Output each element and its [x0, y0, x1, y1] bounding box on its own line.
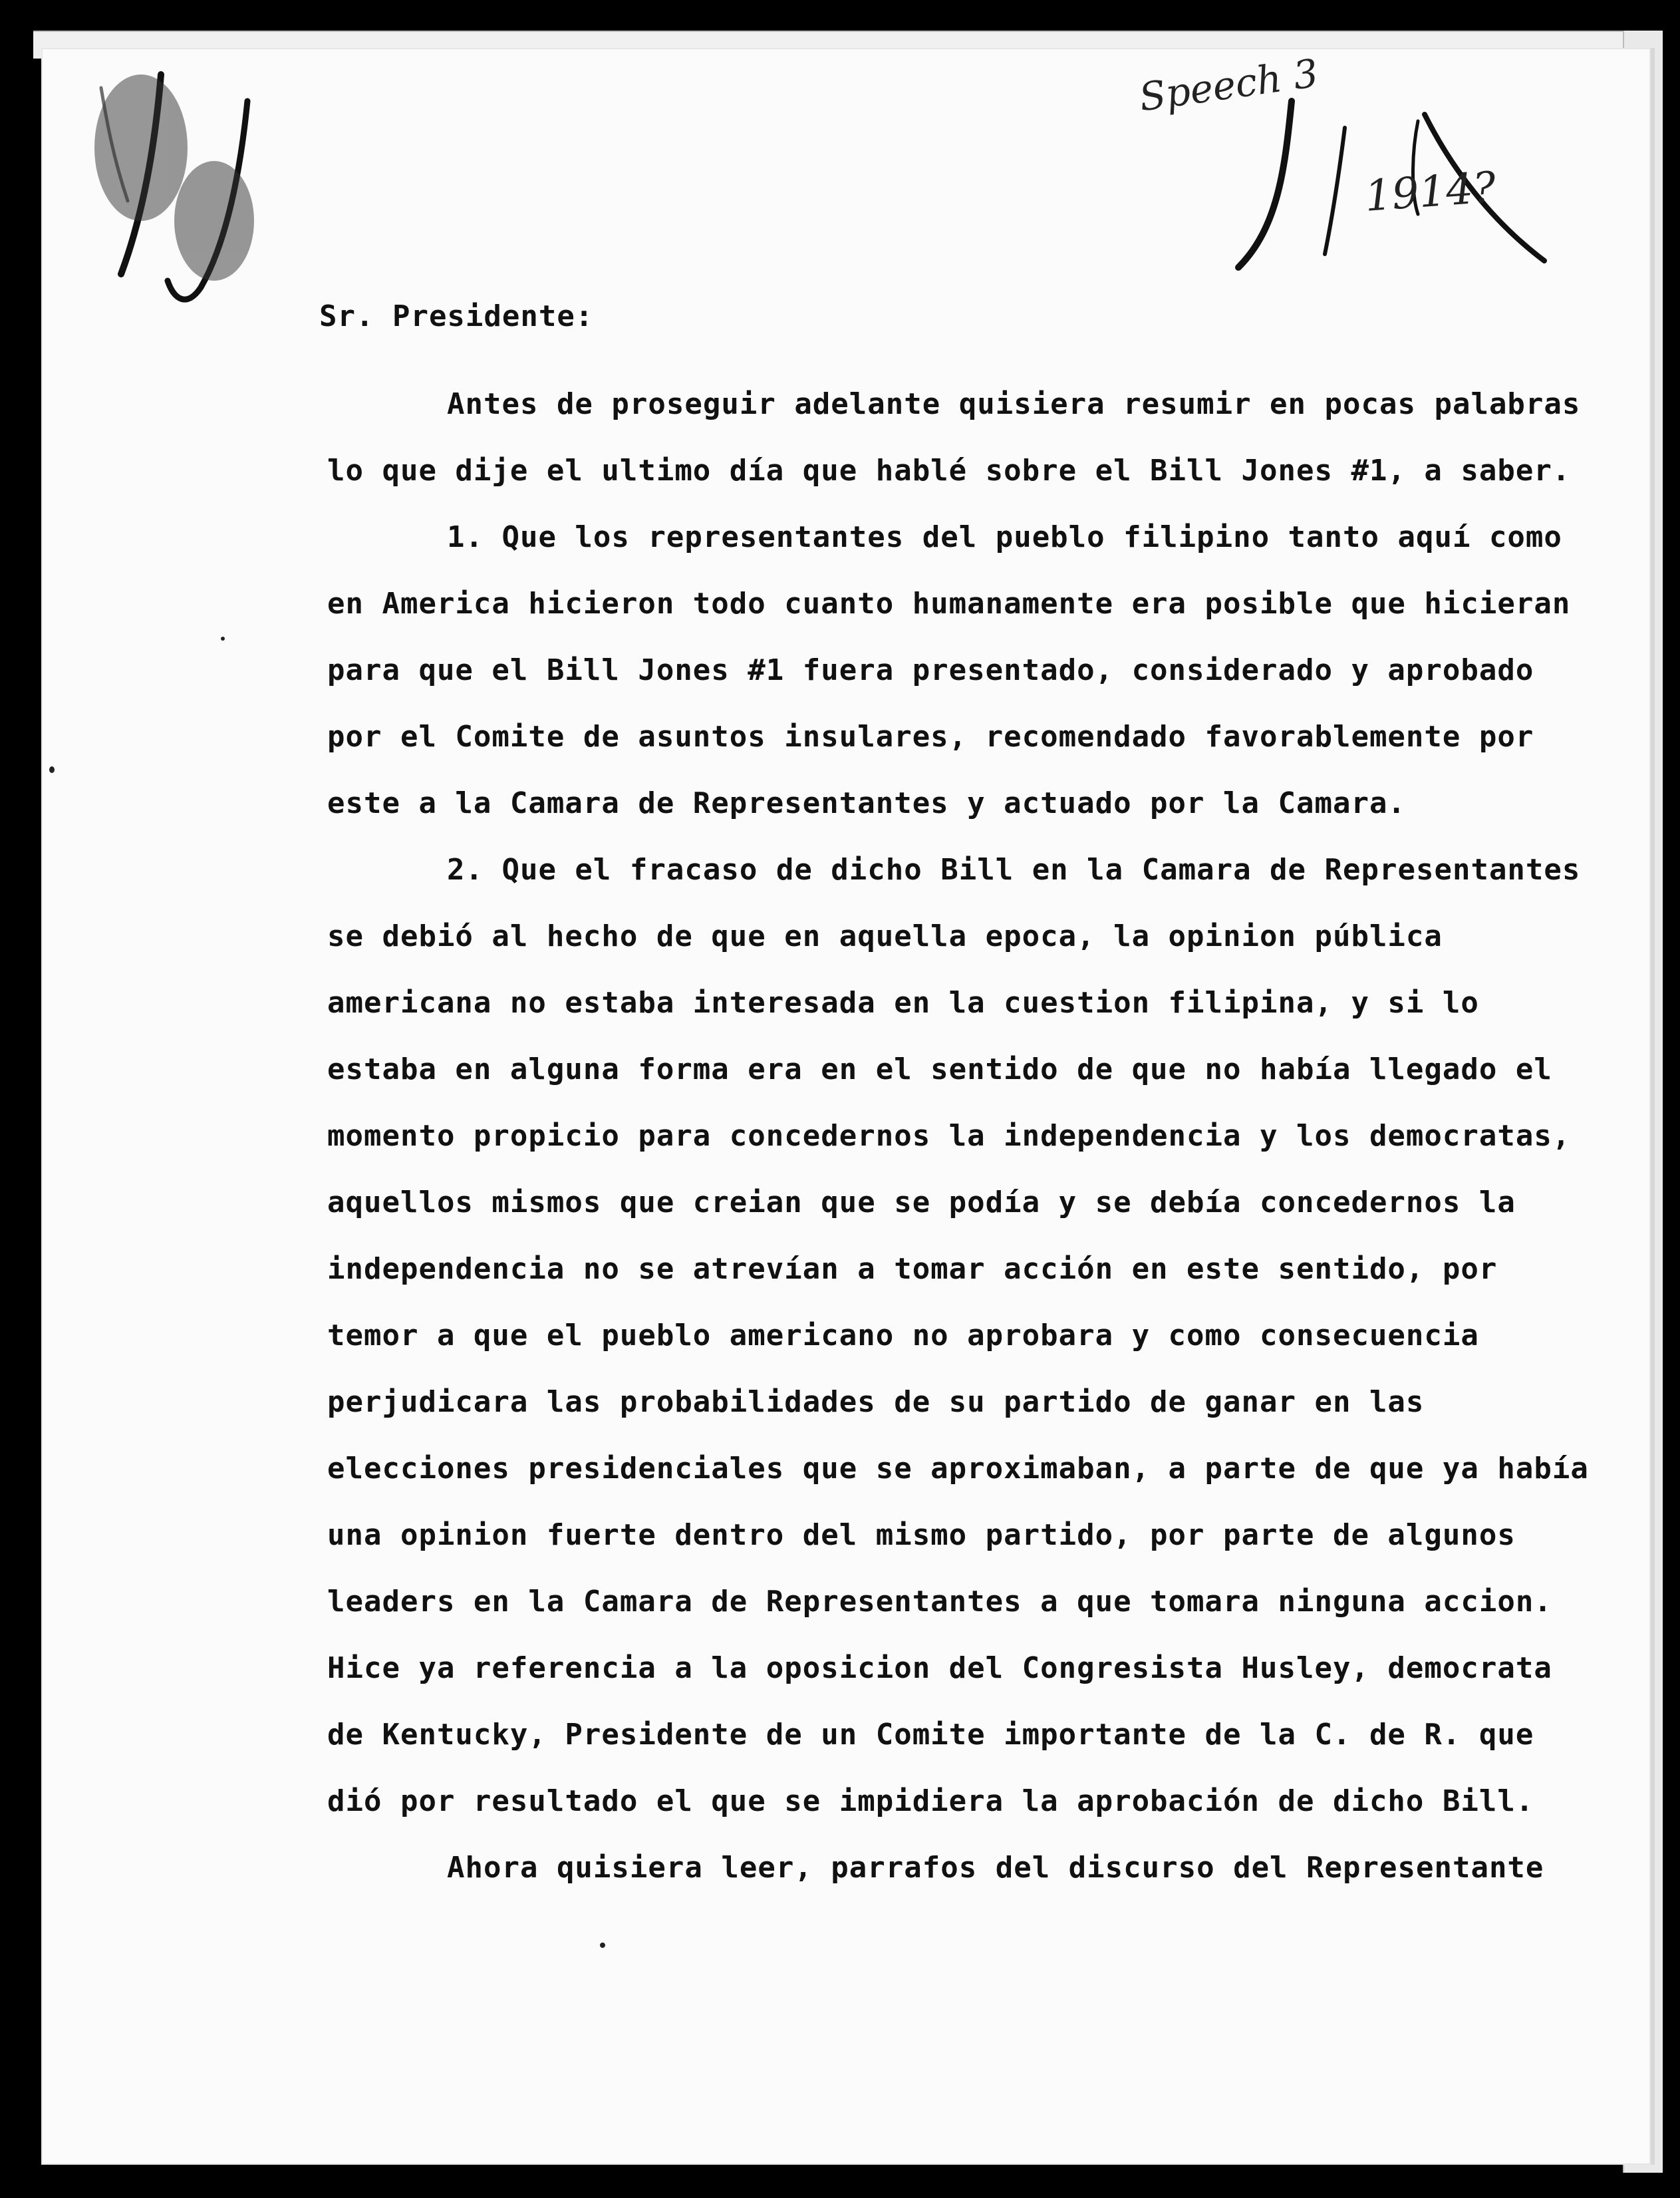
annotation-year: 1914?: [1363, 163, 1498, 222]
smudge-marks: [94, 75, 254, 281]
document-page: [41, 48, 1655, 2165]
paragraph-point-2: 2. Que el fracaso de dicho Bill en la Camara de Representantes se debió al hecho de que en aquella epoca, la opinion pública americana no estaba interesada en la cuestion filipina, y si lo estaba en alguna forma era en el sentido de que no había llegado el momento propicio para concedernos la independencia y los democratas, aquellos mismos que creian que se podía y se debía concedernos la independencia no se atrevían a tomar acción en este sentido, por temor a que el pueblo americano no aprobara y como consecuencia perjudicara las probabilidades de su partido de ganar en las elecciones presidenciales que se aproximaban, a parte de que ya había una opinion fuerte dentro del mismo partido, por parte de algunos leaders en la Camara de Representantes a que tomara ninguna accion. Hice ya referencia a la oposicion del Congresista Husley, democrata de Kentucky, Presidente de un Comite importante de la C. de R. que dió por resultado el que se impidiera la aprobación de dicho Bill.: [327, 853, 1608, 1818]
paragraph-closing: Ahora quisiera leer, parrafos del discurso del Representante: [447, 1851, 1544, 1885]
ink-speck: [49, 766, 55, 773]
pen-stroke-right-2: [1325, 128, 1345, 254]
pen-stroke-right-1: [1238, 101, 1292, 267]
annotation-speech: Speech 3: [1136, 50, 1322, 120]
ink-speck: [221, 637, 225, 641]
salutation: Sr. Presidente:: [319, 299, 594, 333]
paragraph-point-1: 1. Que los representantes del pueblo filipino tanto aquí como en America hicieron todo cuanto humanamente era posible que hicieran para que el Bill Jones #1 fuera presentado, considerado y aprobado por el Comite de asuntos insulares, recomendado favorablemente por este a la Camara de Representantes y actuado por la Camara.: [327, 520, 1589, 820]
typed-letter-body: [319, 281, 1608, 1901]
paragraph-intro: Antes de proseguir adelante quisiera resumir en pocas palabras lo que dije el ultimo día que hablé sobre el Bill Jones #1, a saber.: [327, 387, 1599, 488]
ink-speck: [600, 1943, 605, 1948]
